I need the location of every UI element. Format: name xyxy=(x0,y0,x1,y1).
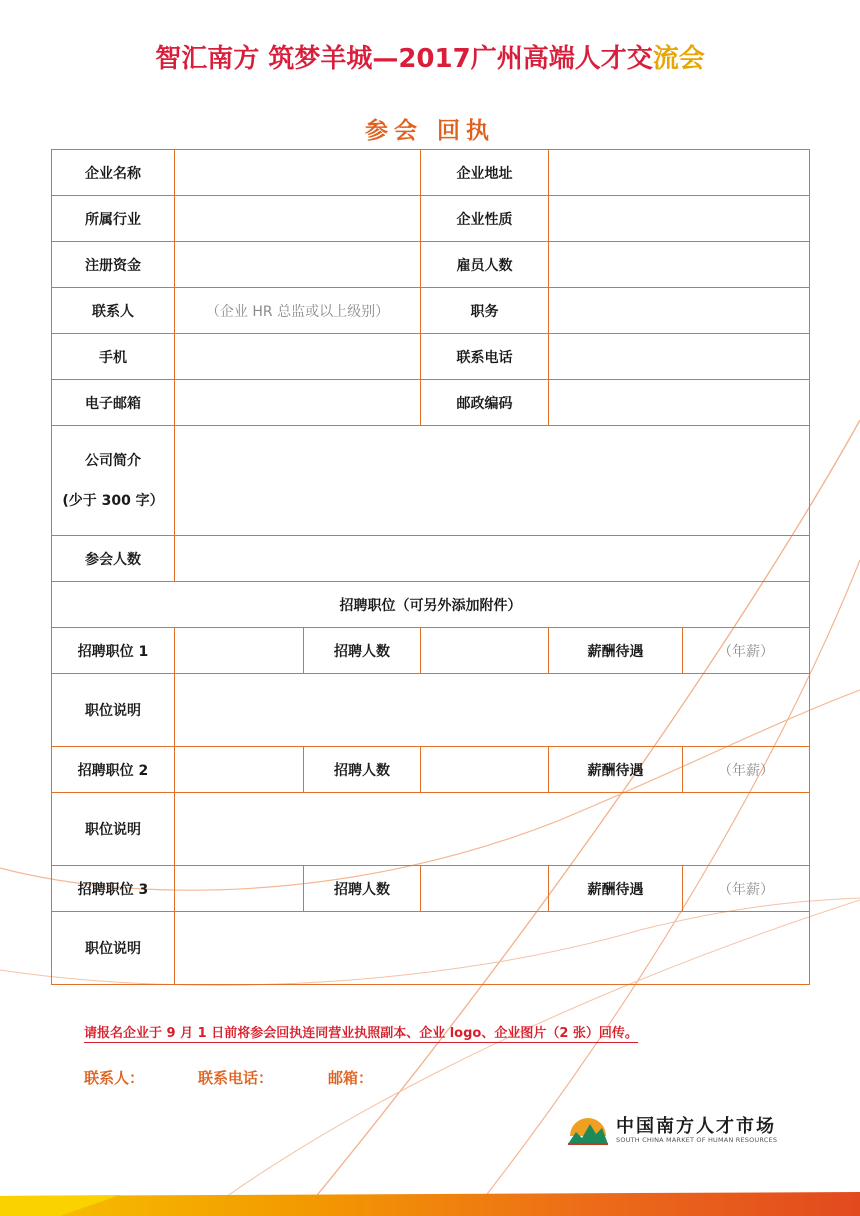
job-2-count-label: 招聘人数 xyxy=(304,747,421,793)
job-3-count-label: 招聘人数 xyxy=(304,866,421,912)
phone-field[interactable] xyxy=(549,334,810,380)
attendees-label: 参会人数 xyxy=(52,536,175,582)
registered-capital-field[interactable] xyxy=(175,242,421,288)
company-nature-label: 企业性质 xyxy=(421,196,549,242)
registered-capital-label: 注册资金 xyxy=(52,242,175,288)
job-1-count-label: 招聘人数 xyxy=(304,628,421,674)
position-field[interactable] xyxy=(549,288,810,334)
form-subtitle: 参会 回执 xyxy=(364,118,495,144)
job-1-count-field[interactable] xyxy=(421,628,549,674)
organization-logo xyxy=(566,1110,826,1150)
company-intro-limit: (少于 300 字） xyxy=(62,492,164,509)
job-2-desc-field[interactable] xyxy=(175,793,810,866)
title-main: 智汇南方 筑梦羊城—2017广州高端人才交 xyxy=(155,44,653,74)
job-2-title-field[interactable] xyxy=(175,747,304,793)
job-1-salary-field[interactable]: （年薪） xyxy=(683,628,810,674)
company-intro-field[interactable] xyxy=(175,426,810,536)
mobile-label: 手机 xyxy=(52,334,175,380)
company-nature-field[interactable] xyxy=(549,196,810,242)
job-3-salary-label: 薪酬待遇 xyxy=(549,866,683,912)
job-2-count-field[interactable] xyxy=(421,747,549,793)
submission-note: 请报名企业于 9 月 1 日前将参会回执连同营业执照副本、企业 logo、企业图片（2 张）回传。 xyxy=(84,1022,638,1043)
logo-english-name: SOUTH CHINA MARKET OF HUMAN RESOURCES xyxy=(616,1136,778,1144)
company-address-label: 企业地址 xyxy=(421,150,549,196)
industry-label: 所属行业 xyxy=(52,196,175,242)
contact-person-field[interactable]: （企业 HR 总监或以上级别） xyxy=(175,288,421,334)
company-intro-title: 公司简介 xyxy=(85,452,141,469)
recruit-section-header: 招聘职位（可另外添加附件） xyxy=(52,582,810,628)
mobile-field[interactable] xyxy=(175,334,421,380)
job-2-label: 招聘职位 2 xyxy=(52,747,175,793)
registration-form xyxy=(51,149,810,985)
employees-label: 雇员人数 xyxy=(421,242,549,288)
position-label: 职务 xyxy=(421,288,549,334)
company-name-field[interactable] xyxy=(175,150,421,196)
job-1-label: 招聘职位 1 xyxy=(52,628,175,674)
bottom-color-bar xyxy=(0,1190,860,1216)
email-label: 电子邮箱 xyxy=(52,380,175,426)
job-3-salary-field[interactable]: （年薪） xyxy=(683,866,810,912)
logo-chinese-name: 中国南方人才市场 xyxy=(616,1116,776,1137)
job-1-desc-label: 职位说明 xyxy=(52,674,175,747)
job-3-label: 招聘职位 3 xyxy=(52,866,175,912)
industry-field[interactable] xyxy=(175,196,421,242)
email-field[interactable] xyxy=(175,380,421,426)
job-2-salary-label: 薪酬待遇 xyxy=(549,747,683,793)
job-3-title-field[interactable] xyxy=(175,866,304,912)
job-1-title-field[interactable] xyxy=(175,628,304,674)
job-3-desc-label: 职位说明 xyxy=(52,912,175,985)
job-1-salary-label: 薪酬待遇 xyxy=(549,628,683,674)
postcode-label: 邮政编码 xyxy=(421,380,549,426)
company-address-field[interactable] xyxy=(549,150,810,196)
contact-person-label: 联系人 xyxy=(52,288,175,334)
attendees-field[interactable] xyxy=(175,536,810,582)
job-1-desc-field[interactable] xyxy=(175,674,810,747)
contact-person-footer: 联系人： xyxy=(84,1069,145,1087)
page-title xyxy=(0,38,860,75)
job-2-salary-field[interactable]: （年薪） xyxy=(683,747,810,793)
phone-label: 联系电话 xyxy=(421,334,549,380)
title-end: 流会 xyxy=(652,44,705,74)
contact-phone-footer: 联系电话： xyxy=(198,1069,274,1087)
job-2-desc-label: 职位说明 xyxy=(52,793,175,866)
postcode-field[interactable] xyxy=(549,380,810,426)
company-intro-label xyxy=(52,426,175,536)
job-3-count-field[interactable] xyxy=(421,866,549,912)
company-name-label: 企业名称 xyxy=(52,150,175,196)
logo-mark-icon xyxy=(566,1110,610,1146)
employees-field[interactable] xyxy=(549,242,810,288)
job-3-desc-field[interactable] xyxy=(175,912,810,985)
contact-email-footer: 邮箱： xyxy=(328,1069,374,1087)
